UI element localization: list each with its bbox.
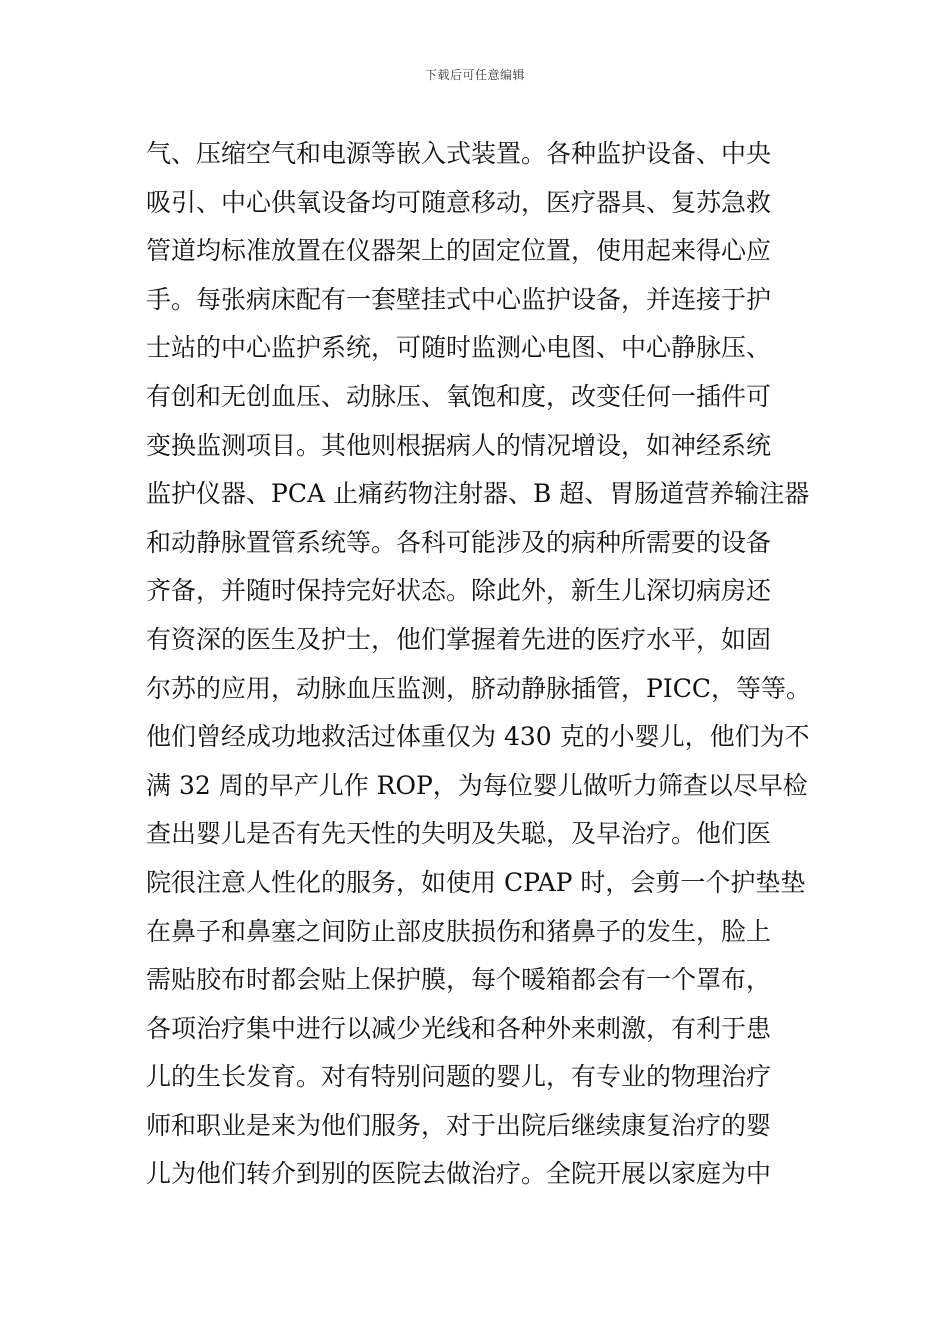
- text-line: 儿为他们转介到别的医院去做治疗。全院开展以家庭为中: [146, 1159, 772, 1189]
- text-line: 他们曾经成功地救活过体重仅为 430 克的小婴儿，他们为不: [146, 722, 810, 752]
- text-line: 变换监测项目。其他则根据病人的情况增设，如神经系统: [146, 430, 772, 460]
- body-paragraph: [146, 130, 846, 1199]
- text-line: 院很注意人性化的服务，如使用 CPAP 时，会剪一个护垫垫: [146, 867, 806, 897]
- text-line: 有创和无创血压、动脉压、氧饱和度，改变任何一插件可: [146, 381, 772, 411]
- text-line: 齐备，并随时保持完好状态。除此外，新生儿深切病房还: [146, 576, 772, 606]
- text-line: 师和职业是来为他们服务，对于出院后继续康复治疗的婴: [146, 1110, 772, 1140]
- text-line: 各项治疗集中进行以减少光线和各种外来刺激，有利于患: [146, 1013, 772, 1043]
- text-line: 有资深的医生及护士，他们掌握着先进的医疗水平，如固: [146, 624, 772, 654]
- text-line: 吸引、中心供氧设备均可随意移动，医疗器具、复苏急救: [146, 187, 772, 217]
- text-line: 在鼻子和鼻塞之间防止部皮肤损伤和猪鼻子的发生，脸上: [146, 916, 772, 946]
- text-line: 气、压缩空气和电源等嵌入式装置。各种监护设备、中央: [146, 139, 772, 168]
- text-line: 满 32 周的早产儿作 ROP，为每位婴儿做听力筛查以尽早检: [146, 770, 808, 800]
- text-line: 需贴胶布时都会贴上保护膜，每个暖箱都会有一个罩布，: [146, 965, 772, 995]
- text-line: 监护仪器、PCA 止痛药物注射器、B 超、胃肠道营养输注器: [146, 479, 810, 509]
- text-line: 查出婴儿是否有先天性的失明及失聪，及早治疗。他们医: [146, 819, 772, 849]
- page-header: 下载后可任意编辑: [424, 68, 525, 82]
- text-line: 士站的中心监护系统，可随时监测心电图、中心静脉压、: [146, 333, 772, 363]
- text-line: 和动静脉置管系统等。各科可能涉及的病种所需要的设备: [146, 527, 772, 557]
- text-line: 儿的生长发育。对有特别问题的婴儿，有专业的物理治疗: [146, 1062, 772, 1092]
- text-line: 管道均标准放置在仪器架上的固定位置，使用起来得心应: [146, 236, 772, 266]
- text-line: 尔苏的应用，动脉血压监测，脐动静脉插管，PICC，等等。: [146, 673, 811, 703]
- text-line: 手。每张病床配有一套壁挂式中心监护设备，并连接于护: [146, 284, 772, 314]
